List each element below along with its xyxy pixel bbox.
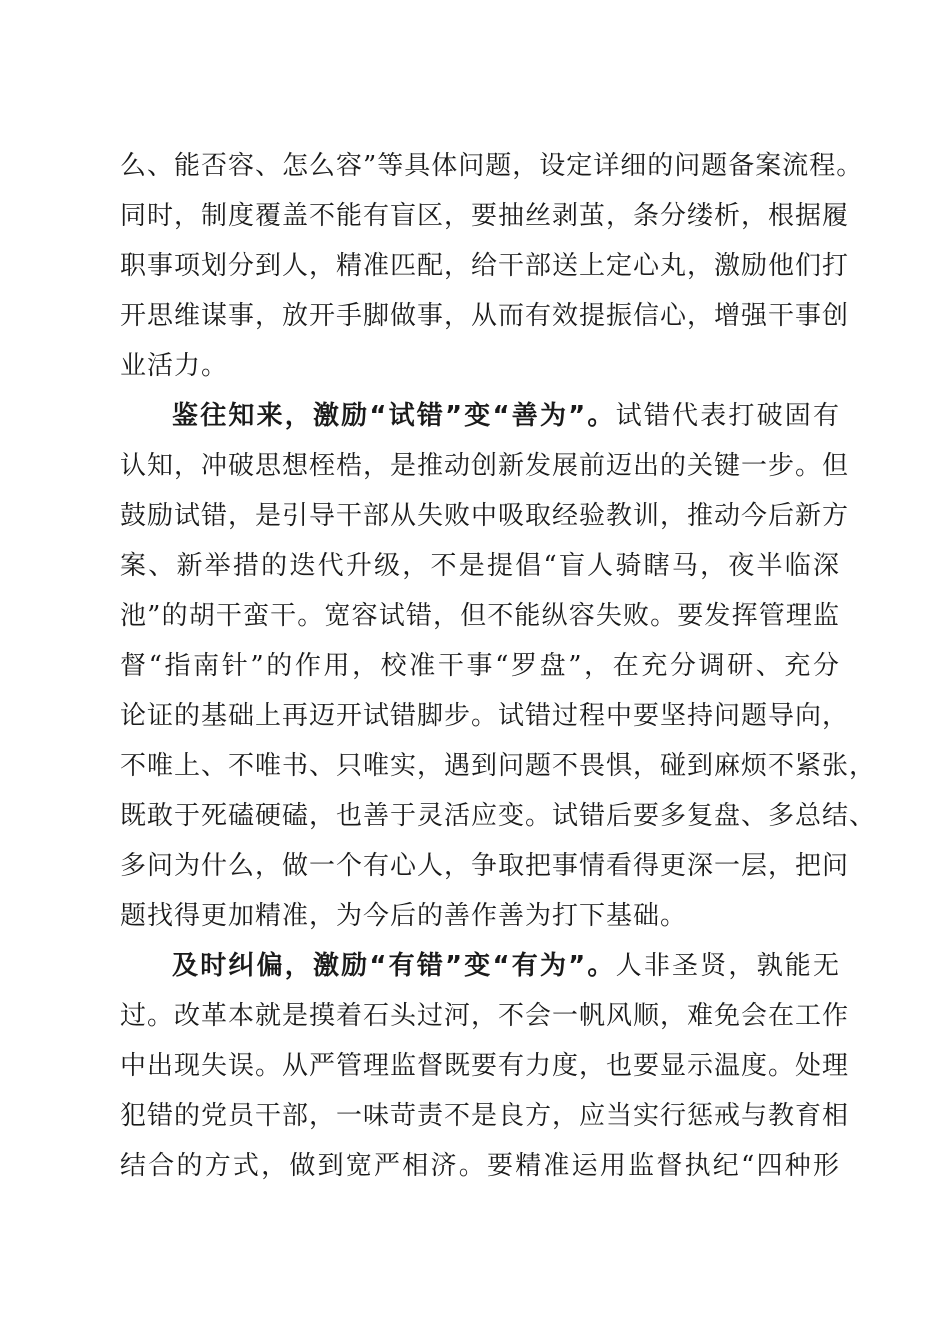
text-line: 多问为什么，做一个有心人，争取把事情看得更深一层，把问 (120, 851, 850, 881)
text-line: 么、能否容、怎么容”等具体问题，设定详细的问题备案流程。 (120, 151, 864, 181)
paragraph-first-line (172, 396, 840, 436)
text-line: 同时，制度覆盖不能有盲区，要抽丝剥茧，条分缕析，根据履 (120, 201, 850, 231)
text-run: 试错代表打破固有 (615, 401, 840, 431)
text-line: 池”的胡干蛮干。宽容试错，但不能纵容失败。要发挥管理监 (120, 601, 840, 631)
text-line: 职事项划分到人，精准匹配，给干部送上定心丸，激励他们打 (120, 251, 850, 281)
text-line: 题找得更加精准，为今后的善作善为打下基础。 (120, 901, 688, 931)
paragraph-heading: 及时纠偏，激励“有错”变“有为”。 (172, 951, 616, 981)
text-line: 认知，冲破思想桎梏，是推动创新发展前迈出的关键一步。但 (120, 451, 850, 481)
text-run: 人非圣贤，孰能无 (615, 951, 840, 981)
text-line: 不唯上、不唯书、只唯实，遇到问题不畏惧，碰到麻烦不紧张， (120, 751, 877, 781)
text-line: 开思维谋事，放开手脚做事，从而有效提振信心，增强干事创 (120, 301, 850, 331)
text-line: 鼓励试错，是引导干部从失败中吸取经验教训，推动今后新方 (120, 501, 850, 531)
paragraph-heading: 鉴往知来，激励“试错”变“善为”。 (172, 401, 616, 431)
text-line: 犯错的党员干部，一味苛责不是良方，应当实行惩戒与教育相 (120, 1101, 850, 1131)
text-line: 案、新举措的迭代升级，不是提倡“盲人骑瞎马，夜半临深 (120, 551, 840, 581)
text-line: 论证的基础上再迈开试错脚步。试错过程中要坚持问题导向， (120, 701, 850, 731)
text-line: 督“指南针”的作用，校准干事“罗盘”，在充分调研、充分 (120, 651, 840, 681)
text-line: 中出现失误。从严管理监督既要有力度，也要显示温度。处理 (120, 1051, 850, 1081)
text-line: 既敢于死磕硬磕，也善于灵活应变。试错后要多复盘、多总结、 (120, 801, 877, 831)
paragraph-first-line (172, 946, 840, 986)
text-line: 业活力。 (120, 351, 229, 381)
text-line: 结合的方式，做到宽严相济。要精准运用监督执纪“四种形 (120, 1151, 840, 1181)
text-line: 过。改革本就是摸着石头过河，不会一帆风顺，难免会在工作 (120, 1001, 850, 1031)
